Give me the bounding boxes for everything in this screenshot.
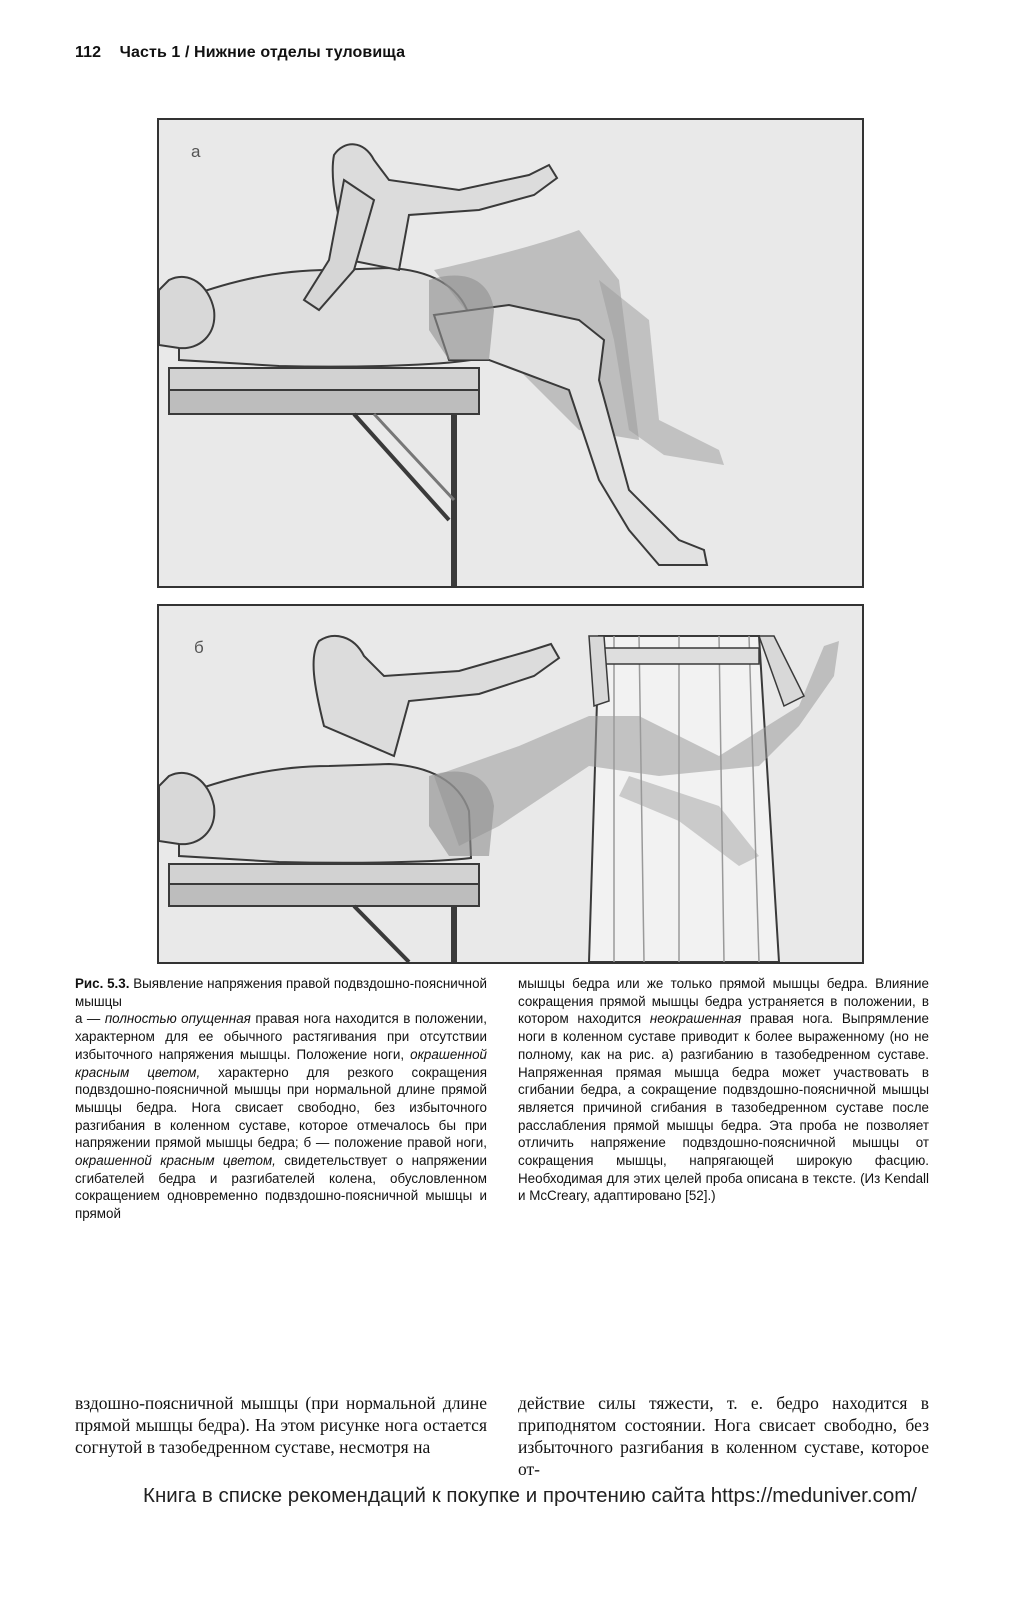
page-header (75, 44, 405, 62)
running-title: Часть 1 / Нижние отделы туловища (119, 44, 406, 61)
panel-label-b: б (194, 638, 204, 657)
illustration-thomas-test-b (159, 606, 862, 962)
figure-panel-a (157, 118, 864, 588)
body-text-left (75, 1392, 487, 1458)
caption-text: характерно для резкого сокращения подвздошно-поясничной мышцы при нормальной длине прямой мышцы бедра. Нога свисает свободно, без избыточного разгибания в коленном суставе, которое отмечалось бы при напряжении прямой мышцы бедра; б — положение правой ноги, (75, 1064, 487, 1151)
body-text-right (518, 1392, 929, 1480)
caption-text: а — (75, 1011, 101, 1027)
caption-figure-number: Рис. 5.3. (75, 976, 130, 991)
caption-emphasis: окрашенной красным цветом, (75, 1046, 487, 1080)
figure-panel-b (157, 604, 864, 964)
caption-text: мышцы бедра или же только прямой мышцы бедра. Влияние сокращения прямой мышцы бедра устраняется в положении, в котором находится (518, 976, 929, 1027)
caption-text: правая нога. Выпрямление ноги в коленном суставе приводит к более выраженному (но не полному, как на рис. а) разгибанию в тазобедренном суставе. Напряженная прямая мышца бедра может участвовать в сгибании бедра, а сокращение подвздошно-поясничной мышцы является причиной сгибания в тазобедренном суставе после расслабления прямой мышцы бедра. Эта проба не позволяет отличить напряжение подвздошно-поясничной мышцы от сокращения мышцы, напрягающей широкую фасцию. Необходимая для этих целей проба описана в тексте. (Из Kendall и McCreary, адаптировано [52].) (518, 1011, 929, 1204)
body-paragraph: вздошно-поясничной мышцы (при нормальной длине прямой мышцы бедра). На этом рисунке нога остается согнутой в тазобедренном суставе, несмотря на (75, 1393, 487, 1457)
footer-note: Книга в списке рекомендаций к покупке и прочтению сайта https://meduniver.com/ (143, 1484, 917, 1507)
caption-emphasis: полностью опущенная (104, 1011, 251, 1027)
page-number: 112 (75, 44, 102, 61)
caption-emphasis: окрашенной красным цветом, (75, 1153, 276, 1169)
body-paragraph: действие силы тяжести, т. е. бедро находится в приподнятом состоянии. Нога свисает свободно, без избыточного разгибания в коленном суставе, которое от- (518, 1393, 929, 1479)
caption-emphasis: неокрашенная (649, 1011, 742, 1027)
illustration-thomas-test-a (159, 120, 862, 586)
figure-caption-left (75, 975, 487, 1223)
caption-title: Выявление напряжения правой подвздошно-поясничной мышцы (75, 976, 487, 1009)
panel-label-a: а (191, 142, 201, 161)
caption-text: свидетельствует о напряжении сгибателей бедра и разгибателей колена, обусловленном сокращением одновременно подвздошно-поясничной мышцы и прямой (75, 1153, 487, 1222)
figure-caption-right (518, 975, 929, 1205)
caption-text: правая нога находится в положении, характерном для ее обычного растягивания при отсутствии избыточного напряжения мышцы. Положение ноги, (75, 1011, 487, 1062)
